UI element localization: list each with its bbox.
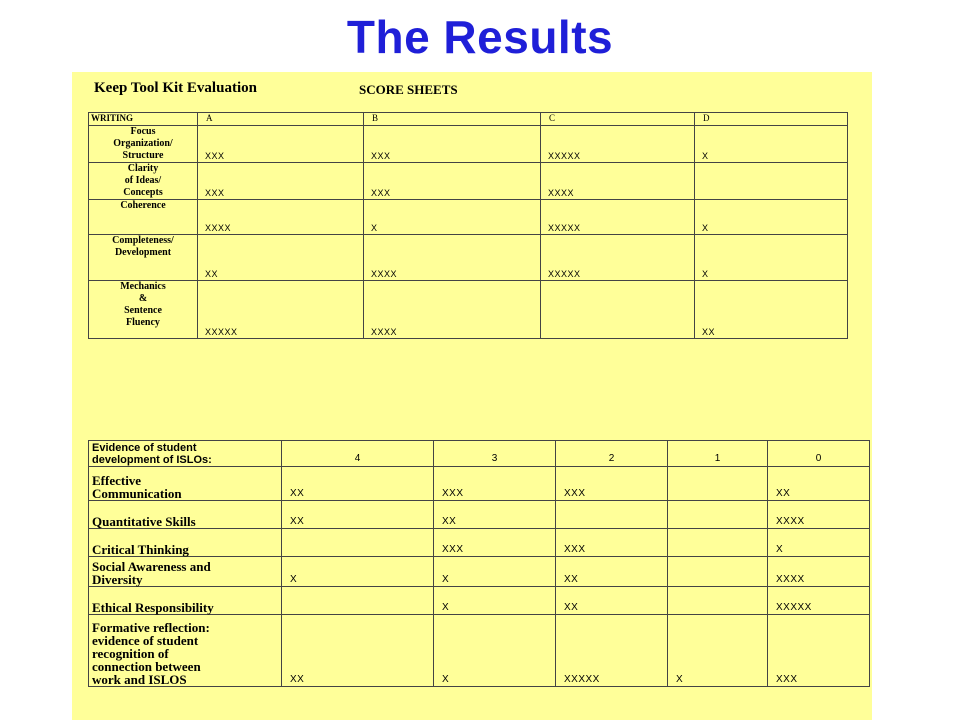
islo-mark: XXXX xyxy=(768,501,870,529)
writing-header-cell: B xyxy=(364,113,541,126)
writing-criterion: Clarity of Ideas/ Concepts xyxy=(89,163,198,200)
islo-mark: X xyxy=(434,615,556,687)
islo-criterion: Social Awareness and Diversity xyxy=(89,557,282,587)
islo-table xyxy=(88,440,870,687)
islo-mark: XX xyxy=(434,501,556,529)
writing-mark: X xyxy=(695,126,848,163)
islo-mark: XXX xyxy=(768,615,870,687)
writing-mark: XXXXX xyxy=(541,126,695,163)
islo-mark: XX xyxy=(282,615,434,687)
writing-mark: XXX xyxy=(364,163,541,200)
islo-criterion: Effective Communication xyxy=(89,467,282,501)
islo-mark: X xyxy=(282,557,434,587)
writing-mark: X xyxy=(695,200,848,235)
writing-mark: XXXXX xyxy=(541,235,695,281)
islo-mark: XXX xyxy=(434,529,556,557)
writing-header-cell: WRITING xyxy=(89,113,198,126)
islo-row xyxy=(89,501,870,529)
islo-mark xyxy=(282,587,434,615)
sheet-subheading: SCORE SHEETS xyxy=(359,82,458,97)
writing-mark: XXXX xyxy=(541,163,695,200)
islo-row xyxy=(89,529,870,557)
islo-criterion: Ethical Responsibility xyxy=(89,587,282,615)
writing-mark: XXXXX xyxy=(541,200,695,235)
islo-header-cell: 1 xyxy=(668,441,768,467)
islo-header-cell: 4 xyxy=(282,441,434,467)
writing-row xyxy=(89,235,848,281)
islo-row xyxy=(89,615,870,687)
slide-title: The Results xyxy=(346,11,614,63)
islo-row xyxy=(89,467,870,501)
writing-mark: XX xyxy=(198,235,364,281)
islo-mark: XX xyxy=(556,557,668,587)
writing-mark: X xyxy=(364,200,541,235)
islo-mark: XXXXX xyxy=(556,615,668,687)
islo-mark: X xyxy=(768,529,870,557)
islo-criterion: Critical Thinking xyxy=(89,529,282,557)
sheet-heading: Keep Tool Kit Evaluation xyxy=(94,80,257,96)
islo-mark xyxy=(668,529,768,557)
writing-header-cell: C xyxy=(541,113,695,126)
writing-mark: XXX xyxy=(198,126,364,163)
writing-mark: XXX xyxy=(198,163,364,200)
writing-row xyxy=(89,126,848,163)
islo-mark: XX xyxy=(282,501,434,529)
islo-header-cell: Evidence of student development of ISLOs: xyxy=(89,441,282,467)
writing-mark: X xyxy=(695,235,848,281)
writing-row xyxy=(89,200,848,235)
writing-mark: XXXX xyxy=(364,235,541,281)
islo-mark xyxy=(282,529,434,557)
islo-row xyxy=(89,587,870,615)
islo-mark: XXXXX xyxy=(768,587,870,615)
writing-criterion: Completeness/ Development xyxy=(89,235,198,281)
islo-mark xyxy=(556,501,668,529)
islo-mark: XXX xyxy=(556,467,668,501)
writing-mark: XX xyxy=(695,281,848,339)
score-sheet-panel xyxy=(72,72,872,720)
islo-mark: XXX xyxy=(556,529,668,557)
writing-row xyxy=(89,281,848,339)
islo-row xyxy=(89,557,870,587)
islo-mark xyxy=(668,467,768,501)
islo-mark: XX xyxy=(282,467,434,501)
islo-mark: X xyxy=(434,587,556,615)
writing-mark: XXXX xyxy=(198,200,364,235)
writing-mark xyxy=(541,281,695,339)
islo-header-cell: 2 xyxy=(556,441,668,467)
writing-table xyxy=(88,112,848,339)
writing-header-row xyxy=(89,113,848,126)
islo-header-cell: 3 xyxy=(434,441,556,467)
islo-mark: XXXX xyxy=(768,557,870,587)
writing-mark: XXXX xyxy=(364,281,541,339)
islo-header-cell: 0 xyxy=(768,441,870,467)
writing-header-cell: A xyxy=(198,113,364,126)
islo-mark: X xyxy=(434,557,556,587)
islo-mark: XXX xyxy=(434,467,556,501)
islo-header-row xyxy=(89,441,870,467)
islo-mark: X xyxy=(668,615,768,687)
writing-mark: XXXXX xyxy=(198,281,364,339)
writing-criterion: Mechanics & Sentence Fluency xyxy=(89,281,198,339)
writing-row xyxy=(89,163,848,200)
islo-mark: XX xyxy=(556,587,668,615)
islo-criterion: Quantitative Skills xyxy=(89,501,282,529)
islo-mark xyxy=(668,557,768,587)
writing-header-cell: D xyxy=(695,113,848,126)
islo-mark xyxy=(668,501,768,529)
writing-mark: XXX xyxy=(364,126,541,163)
islo-mark xyxy=(668,587,768,615)
writing-criterion: Coherence xyxy=(89,200,198,235)
writing-criterion: Focus Organization/ Structure xyxy=(89,126,198,163)
writing-mark xyxy=(695,163,848,200)
islo-mark: XX xyxy=(768,467,870,501)
islo-criterion: Formative reflection: evidence of student recognition of connection between work and ISLOS xyxy=(89,615,282,687)
